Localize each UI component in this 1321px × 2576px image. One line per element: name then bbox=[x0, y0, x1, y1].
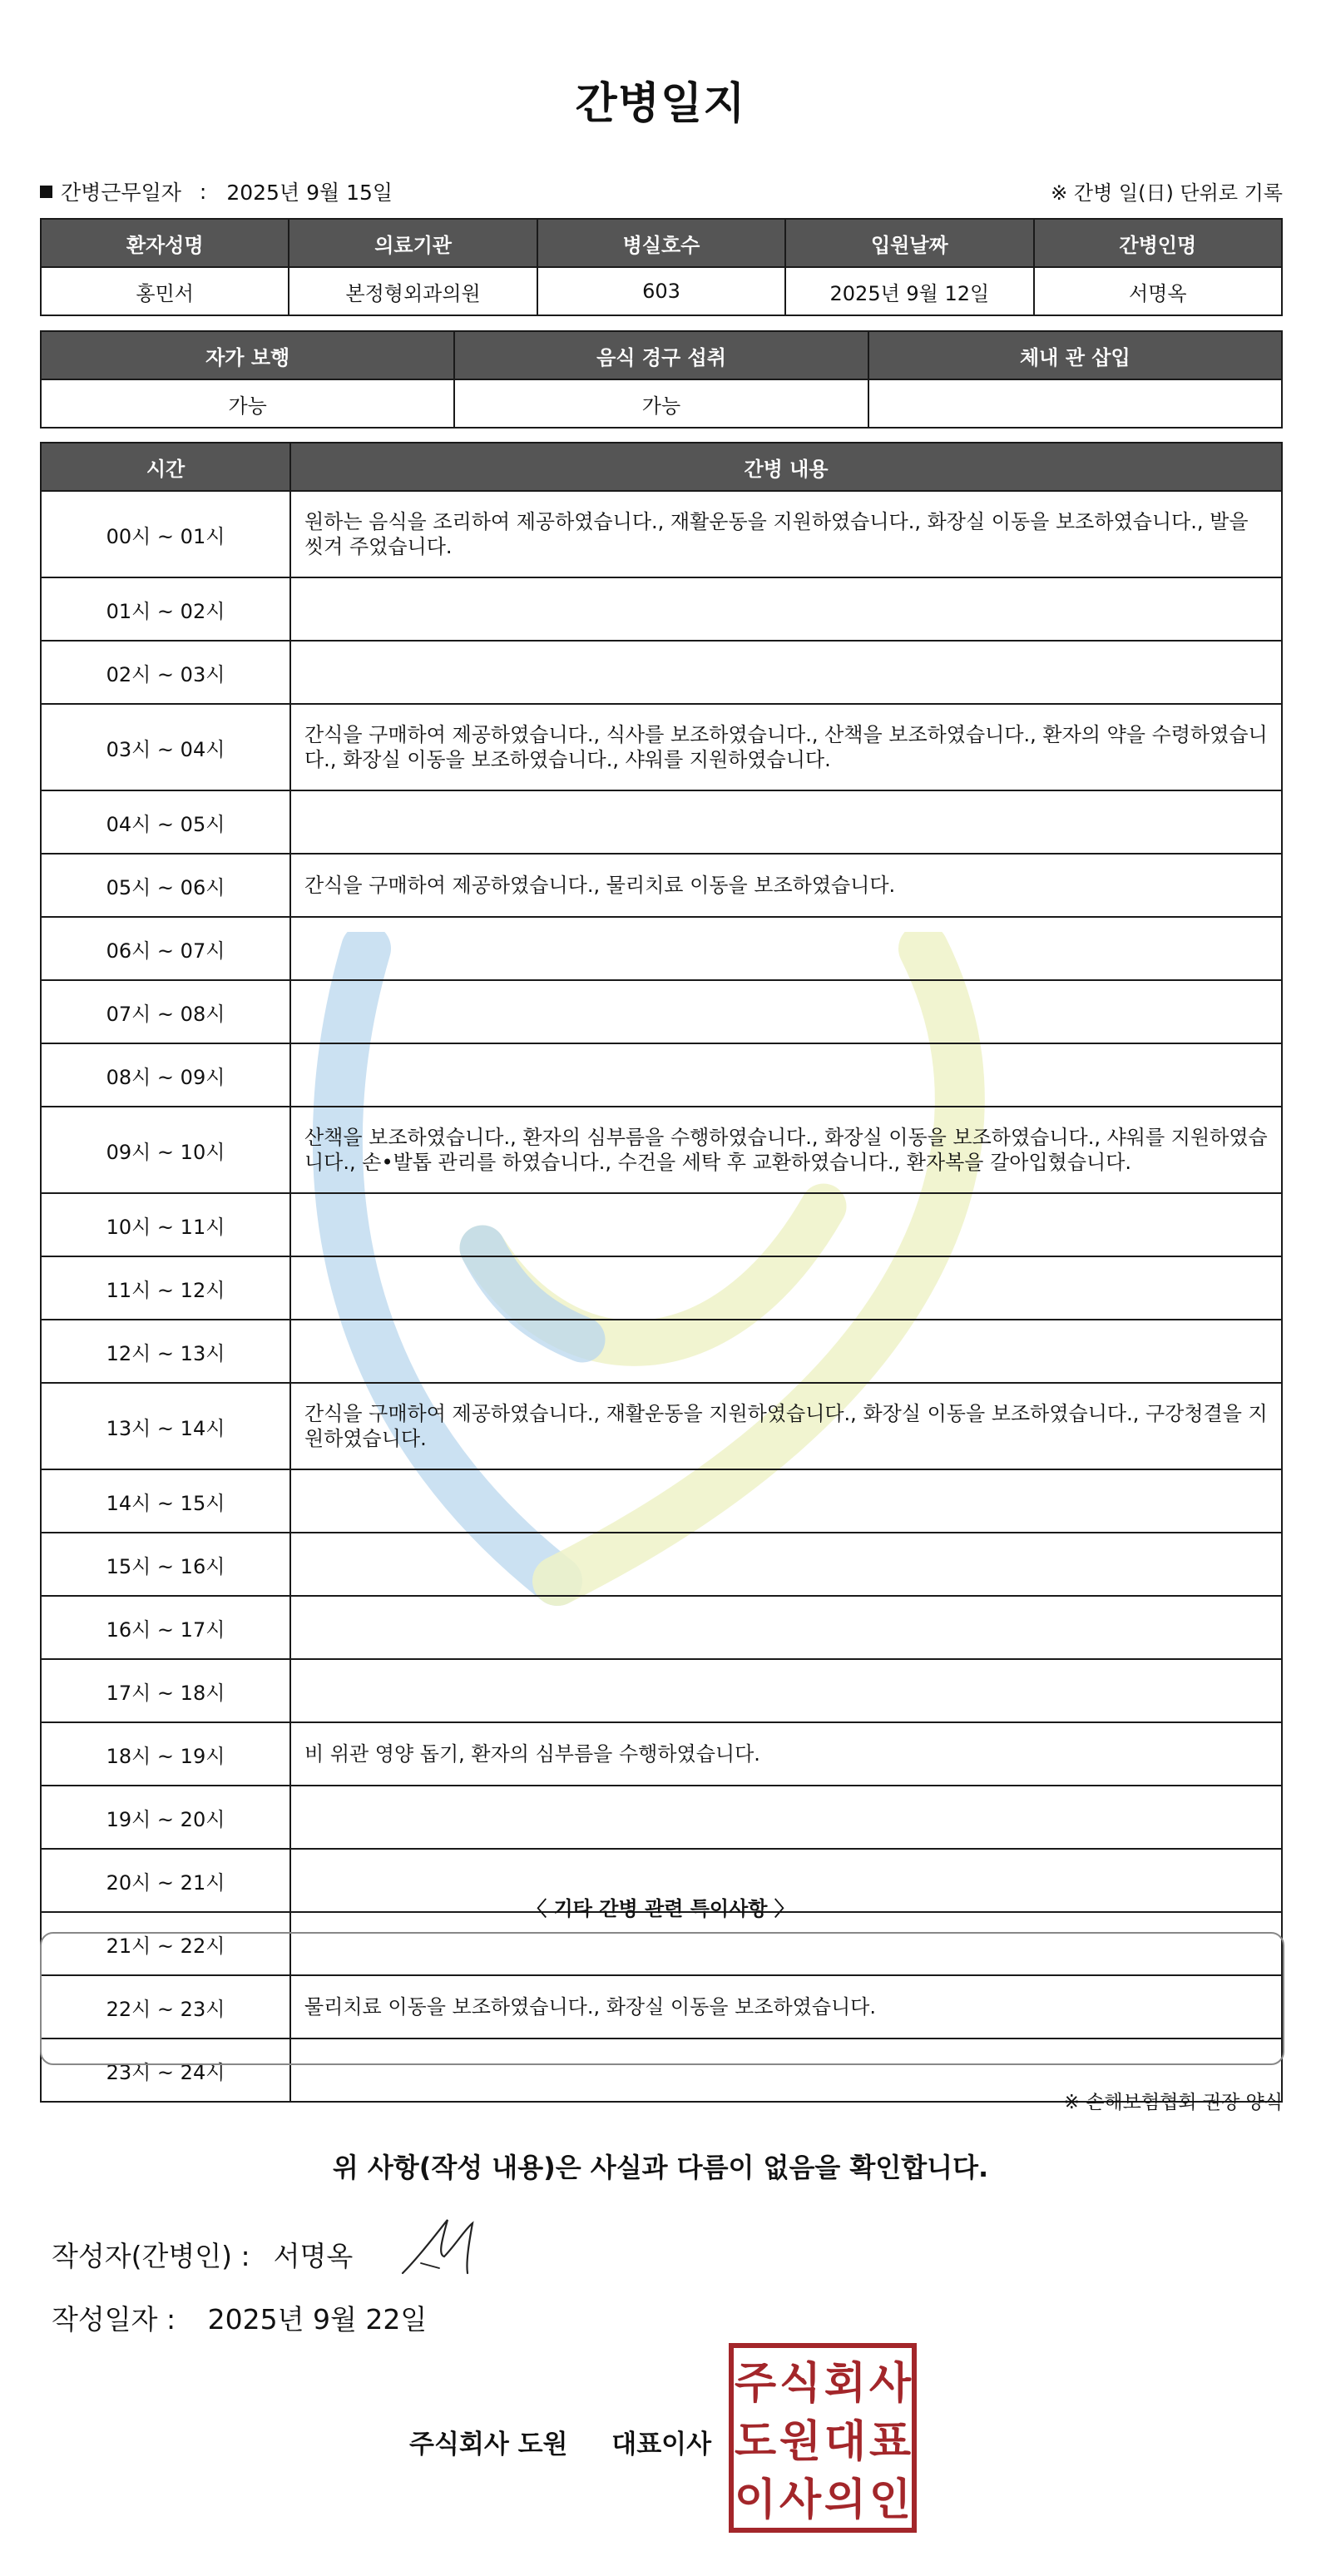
header-oral-intake: 음식 경구 섭취 bbox=[454, 331, 868, 379]
written-date-line bbox=[52, 2298, 427, 2337]
seal-character: 대 bbox=[824, 2417, 867, 2467]
seal-character: 회 bbox=[824, 2359, 867, 2409]
care-log-content: 원하는 음식을 조리하여 제공하였습니다., 재활운동을 지원하였습니다., 화장실 이동을 보조하였습니다., 발을 씻겨 주었습니다. bbox=[290, 491, 1282, 577]
care-log-content: 간식을 구매하여 제공하였습니다., 식사를 보조하였습니다., 산책을 보조하였습니다., 환자의 약을 수령하였습니다., 화장실 이동을 보조하였습니다., 샤워를 지원하였습니다. bbox=[290, 704, 1282, 790]
care-log-content bbox=[290, 1043, 1282, 1107]
care-log-row bbox=[41, 1722, 1282, 1786]
care-log-content bbox=[290, 790, 1282, 854]
company-seal-stamp bbox=[729, 2343, 917, 2533]
care-log-row bbox=[41, 1469, 1282, 1533]
care-log-row bbox=[41, 1107, 1282, 1193]
care-log-content: 물리치료 이동을 보조하였습니다., 화장실 이동을 보조하였습니다. bbox=[290, 1975, 1282, 2039]
care-log-time: 21시 ~ 22시 bbox=[41, 1912, 290, 1975]
care-log-header-row bbox=[41, 443, 1282, 491]
care-log-time: 01시 ~ 02시 bbox=[41, 577, 290, 641]
work-date-colon: : bbox=[199, 179, 207, 204]
written-date-label: 작성일자 : bbox=[52, 2303, 176, 2336]
header-admission-date: 입원날짜 bbox=[785, 219, 1033, 267]
care-log-content bbox=[290, 1193, 1282, 1256]
patient-status-value-row bbox=[41, 379, 1282, 428]
patient-info-value-row bbox=[41, 267, 1282, 315]
seal-character: 이 bbox=[734, 2475, 777, 2525]
care-log-time: 10시 ~ 11시 bbox=[41, 1193, 290, 1256]
care-log-content: 간식을 구매하여 제공하였습니다., 재활운동을 지원하였습니다., 화장실 이동을 보조하였습니다., 구강청결을 지원하였습니다. bbox=[290, 1383, 1282, 1469]
seal-character: 원 bbox=[779, 2417, 822, 2467]
care-log-row bbox=[41, 1256, 1282, 1320]
header-care-content: 간병 내용 bbox=[290, 443, 1282, 491]
care-log-row bbox=[41, 1383, 1282, 1469]
seal-character: 도 bbox=[734, 2417, 777, 2467]
care-log-row bbox=[41, 577, 1282, 641]
care-log-row bbox=[41, 854, 1282, 917]
care-log-content bbox=[290, 980, 1282, 1043]
tube-insertion-value bbox=[868, 379, 1282, 428]
document-title: 간병일지 bbox=[575, 79, 746, 129]
seal-character: 의 bbox=[824, 2475, 867, 2525]
care-log-content bbox=[290, 1533, 1282, 1596]
square-bullet-icon bbox=[40, 186, 52, 198]
oral-intake-value: 가능 bbox=[454, 379, 868, 428]
care-log-content: 비 위관 영양 돕기, 환자의 심부름을 수행하였습니다. bbox=[290, 1722, 1282, 1786]
header-time: 시간 bbox=[41, 443, 290, 491]
care-log-time: 03시 ~ 04시 bbox=[41, 704, 290, 790]
work-date-value: 2025년 9월 15일 bbox=[226, 181, 393, 205]
care-log-time: 08시 ~ 09시 bbox=[41, 1043, 290, 1107]
care-log-row bbox=[41, 790, 1282, 854]
care-log-time: 23시 ~ 24시 bbox=[41, 2039, 290, 2102]
company-representative-title: 대표이사 bbox=[611, 2430, 712, 2460]
care-log-time: 09시 ~ 10시 bbox=[41, 1107, 290, 1193]
care-log-time: 06시 ~ 07시 bbox=[41, 917, 290, 980]
care-log-row bbox=[41, 917, 1282, 980]
care-log-row bbox=[41, 980, 1282, 1043]
care-log-content bbox=[290, 641, 1282, 704]
hospital-value: 본정형외과의원 bbox=[289, 267, 537, 315]
seal-character: 사 bbox=[779, 2475, 822, 2525]
care-log-time: 15시 ~ 16시 bbox=[41, 1533, 290, 1596]
care-log-table bbox=[40, 442, 1283, 2103]
care-log-time: 11시 ~ 12시 bbox=[41, 1256, 290, 1320]
care-log-content bbox=[290, 1596, 1282, 1659]
care-log-time: 17시 ~ 18시 bbox=[41, 1659, 290, 1722]
patient-name-value: 홍민서 bbox=[41, 267, 289, 315]
care-log-time: 16시 ~ 17시 bbox=[41, 1596, 290, 1659]
care-log-row bbox=[41, 491, 1282, 577]
care-log-content bbox=[290, 577, 1282, 641]
header-patient-name: 환자성명 bbox=[41, 219, 289, 267]
care-log-content bbox=[290, 1659, 1282, 1722]
care-log-content bbox=[290, 1320, 1282, 1383]
care-log-time: 04시 ~ 05시 bbox=[41, 790, 290, 854]
care-log-row bbox=[41, 1659, 1282, 1722]
special-notes-box bbox=[40, 1932, 1284, 2065]
care-log-content: 간식을 구매하여 제공하였습니다., 물리치료 이동을 보조하였습니다. bbox=[290, 854, 1282, 917]
confirmation-statement: 위 사항(작성 내용)은 사실과 다름이 없음을 확인합니다. bbox=[332, 2152, 989, 2183]
author-line bbox=[52, 2235, 353, 2274]
patient-info-header-row bbox=[41, 219, 1282, 267]
work-date bbox=[40, 176, 393, 206]
care-log-row bbox=[41, 1320, 1282, 1383]
care-log-row bbox=[41, 1043, 1282, 1107]
care-log-time: 14시 ~ 15시 bbox=[41, 1469, 290, 1533]
care-log-time: 00시 ~ 01시 bbox=[41, 491, 290, 577]
care-log-time: 13시 ~ 14시 bbox=[41, 1383, 290, 1469]
daily-note: ※ 간병 일(日) 단위로 기록 bbox=[1051, 181, 1283, 205]
header-room-number: 병실호수 bbox=[537, 219, 785, 267]
patient-status-table bbox=[40, 330, 1283, 429]
insurance-form-note: ※ 손해보험협회 권장 양식 bbox=[1063, 2092, 1283, 2113]
seal-character: 사 bbox=[868, 2359, 912, 2409]
care-log-content: 산책을 보조하였습니다., 환자의 심부름을 수행하였습니다., 화장실 이동을 보조하였습니다., 샤워를 지원하였습니다., 손•발톱 관리를 하였습니다., 수건을 세탁 후 교환하였습니다., 환자복을 갈아입혔습니다. bbox=[290, 1107, 1282, 1193]
seal-character: 표 bbox=[868, 2417, 912, 2467]
room-number-value: 603 bbox=[537, 267, 785, 315]
company-line bbox=[409, 2423, 711, 2460]
caregiver-name-value: 서명옥 bbox=[1034, 267, 1282, 315]
author-label: 작성자(간병인) : bbox=[52, 2240, 250, 2272]
care-log-time: 19시 ~ 20시 bbox=[41, 1786, 290, 1849]
care-log-time: 12시 ~ 13시 bbox=[41, 1320, 290, 1383]
self-walking-value: 가능 bbox=[41, 379, 454, 428]
care-log-row bbox=[41, 641, 1282, 704]
header-tube-insertion: 체내 관 삽입 bbox=[868, 331, 1282, 379]
care-log-time: 20시 ~ 21시 bbox=[41, 1849, 290, 1912]
care-log-content bbox=[290, 917, 1282, 980]
admission-date-value: 2025년 9월 12일 bbox=[785, 267, 1033, 315]
seal-character: 식 bbox=[779, 2359, 822, 2409]
care-log-content bbox=[290, 1469, 1282, 1533]
seal-character: 주 bbox=[734, 2359, 777, 2409]
care-log-row bbox=[41, 1596, 1282, 1659]
care-log-time: 07시 ~ 08시 bbox=[41, 980, 290, 1043]
work-date-label: 간병근무일자 bbox=[61, 181, 181, 205]
header-caregiver-name: 간병인명 bbox=[1034, 219, 1282, 267]
care-log-row bbox=[41, 1193, 1282, 1256]
patient-status-header-row bbox=[41, 331, 1282, 379]
care-log-time: 05시 ~ 06시 bbox=[41, 854, 290, 917]
care-log-content bbox=[290, 1256, 1282, 1320]
header-hospital: 의료기관 bbox=[289, 219, 537, 267]
care-log-row bbox=[41, 704, 1282, 790]
seal-character: 인 bbox=[868, 2475, 912, 2525]
care-log-time: 02시 ~ 03시 bbox=[41, 641, 290, 704]
care-log-row bbox=[41, 1786, 1282, 1849]
care-log-time: 18시 ~ 19시 bbox=[41, 1722, 290, 1786]
care-log-time: 22시 ~ 23시 bbox=[41, 1975, 290, 2039]
header-self-walking: 자가 보행 bbox=[41, 331, 454, 379]
care-log-row bbox=[41, 1533, 1282, 1596]
special-notes-title: 〈 기타 간병 관련 특이사항 〉 bbox=[527, 1897, 794, 1920]
company-name: 주식회사 도원 bbox=[409, 2430, 568, 2460]
author-name: 서명옥 bbox=[273, 2240, 354, 2272]
patient-info-table bbox=[40, 218, 1283, 316]
written-date-value: 2025년 9월 22일 bbox=[207, 2303, 428, 2336]
handwritten-signature bbox=[396, 2213, 496, 2280]
care-log-content bbox=[290, 1786, 1282, 1849]
